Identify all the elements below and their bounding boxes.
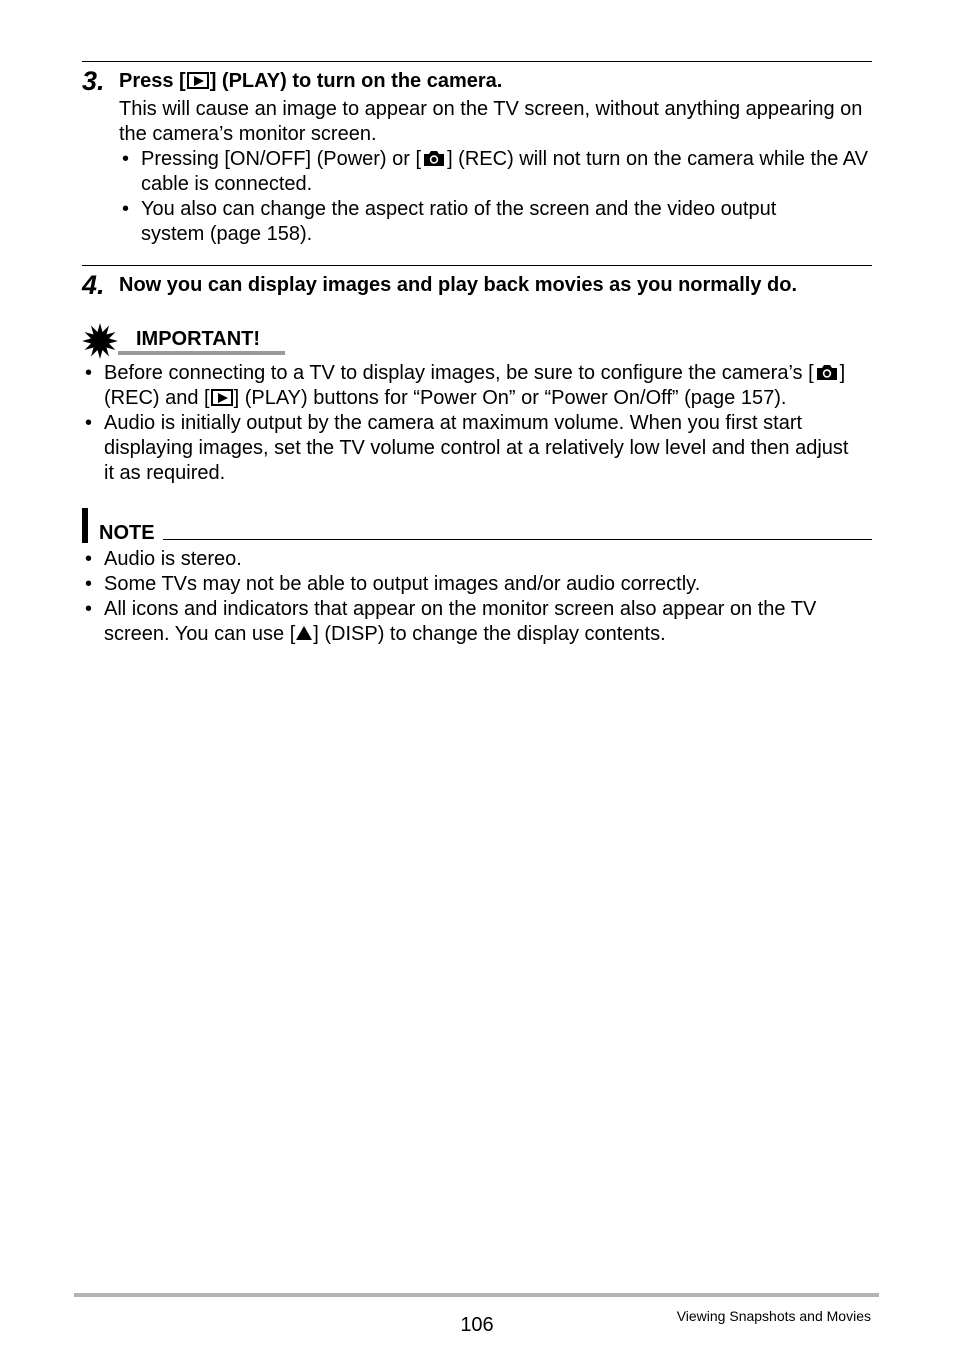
note-rule [163, 539, 872, 540]
note-bullet-2: Some TVs may not be able to output images and/or audio correctly. [104, 573, 701, 595]
step-3-heading: Press [ ] (PLAY) to turn on the camera. [119, 70, 503, 92]
step-4-rule [82, 265, 872, 266]
bullet-marker: • [85, 362, 93, 384]
top-rule [82, 61, 872, 62]
page-number: 106 [460, 1314, 494, 1336]
note-title: NOTE [99, 522, 155, 544]
step-4-heading: Now you can display images and play back movies as you normally do. [119, 274, 797, 296]
bullet-marker: • [85, 573, 93, 595]
camera-icon [815, 363, 839, 381]
step-3-bullet-2: You also can change the aspect ratio of the screen and the video output system (page 158). [141, 198, 777, 245]
step-3-number: 3. [82, 66, 105, 96]
important-bullet-1: Before connecting to a TV to display images, be sure to configure the camera’s [ ] (REC) and [ ] (PLAY) buttons for “Power On” or “Power On/Off” (page 157). [104, 362, 846, 409]
step-3-bullet-1: Pressing [ON/OFF] (Power) or [ ] (REC) will not turn on the camera while the AV cable is connected. [141, 148, 868, 195]
step-3-body: This will cause an image to appear on the TV screen, without anything appearing on the camera’s monitor screen. [119, 98, 863, 145]
important-underline [118, 351, 285, 355]
bullet-marker: • [85, 412, 93, 434]
bullet-marker: • [85, 548, 93, 570]
note-bar [82, 508, 88, 543]
note-bullet-1: Audio is stereo. [104, 548, 242, 570]
note-bullet-3: All icons and indicators that appear on the monitor screen also appear on the TV screen. You can use [ ] (DISP) to change the display contents. [104, 598, 817, 645]
starburst-icon [82, 323, 118, 359]
bullet-marker: • [122, 198, 130, 220]
play-icon [187, 72, 209, 89]
bullet-marker: • [122, 148, 130, 170]
bullet-marker: • [85, 598, 93, 620]
important-bullet-2: Audio is initially output by the camera at maximum volume. When you first start displaying images, set the TV volume control at a relatively low level and then adjust it as required. [104, 412, 849, 484]
camera-icon [422, 149, 446, 167]
important-title: IMPORTANT! [136, 328, 261, 350]
play-icon [211, 389, 233, 406]
footer-rule [74, 1293, 879, 1297]
triangle-up-icon [296, 626, 312, 640]
footer-section-title: Viewing Snapshots and Movies [676, 1308, 871, 1324]
step-4-number: 4. [82, 270, 105, 300]
